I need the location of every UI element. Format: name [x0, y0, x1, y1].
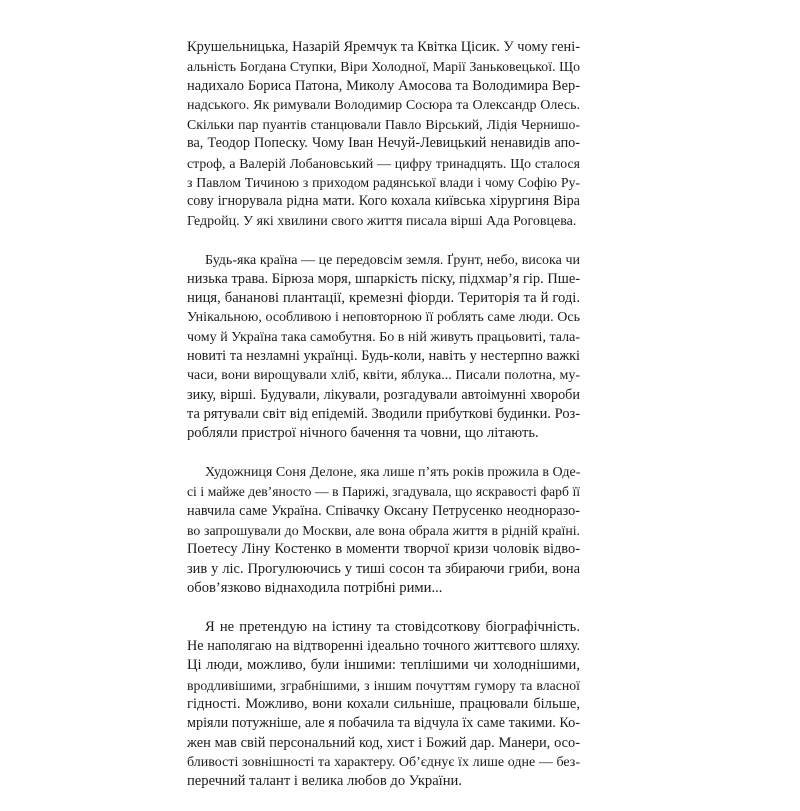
text-line: Художниця Соня Делоне, яка лише п’ять років прожила в Оде- [205, 465, 581, 481]
text-line: чому й Україна така самобутня. Бо в ній живуть працьовиті, тала- [187, 329, 580, 345]
text-line: мріяли потужніше, але я побачила та відчула їх саме такими. Ко- [187, 715, 580, 732]
text-line: з Павлом Тичиною з приходом радянської влади і чому Софію Ру- [187, 175, 580, 191]
text-line: зив у ліс. Прогулюючись у тиші сосон та збираючи гриби, вона [187, 560, 580, 577]
text-line: новиті та незламні українці. Будь-коли, навіть у нестерпно важкі [187, 348, 580, 365]
text-line: надського. Як римували Володимир Сосюра та Олександр Олесь. [187, 97, 580, 113]
text-line: Ці люди, можливо, були іншими: теплішими чи холоднішими, [187, 657, 580, 674]
text-line: Не наполягаю на відтворенні ідеально точного життєвого шляху. [187, 638, 580, 655]
paragraph-2 [187, 251, 580, 444]
text-line: сі і майже дев’яносто — в Парижі, згадувала, що яскравості фарб її [187, 484, 580, 500]
paragraph-1 [187, 38, 580, 231]
text-line: та рятували світ від епідемій. Зводили прибуткові будинки. Роз- [187, 405, 580, 422]
text-line: часи, вони вирощували хліб, квіти, яблука... Писали полотна, му- [187, 368, 580, 384]
text-line: перечний талант і велика любов до України. [187, 773, 463, 790]
text-line: Будь-яка країна — це передовсім земля. Ґрунт, небо, висока чи [205, 252, 580, 268]
text-line: Скільки пар пуантів станцювали Павло Вірський, Лідія Чернишо- [187, 117, 580, 133]
text-line: вродливішими, зграбнішими, з іншим почуттям гумору та власної [187, 677, 580, 693]
body-text [187, 38, 580, 811]
text-line: надихало Бориса Патона, Миколу Амосова та Володимира Вер- [187, 77, 580, 94]
text-line: Поетесу Ліну Костенко в моменти творчої кризи чоловік відво- [187, 541, 580, 558]
text-line: альність Богдана Ступки, Віри Холодної, Марії Заньковецької. Що [187, 59, 580, 75]
text-line: обов’язково віднаходила потрібні рими... [187, 579, 443, 596]
text-line: низька трава. Бірюза моря, шпаркість піску, підхмар’я гір. Пше- [187, 270, 580, 287]
text-line: навчила саме Україна. Співачку Оксану Петрусенко неодноразо- [187, 502, 580, 519]
text-line: робляли пристрої нічного бачення та човни, що літають. [187, 425, 539, 442]
text-line: зику, вірші. Будували, лікували, розгадували автоімунні хвороби [187, 386, 580, 403]
text-line: Унікальною, особливою і неповторною її роблять саме люди. Ось [187, 310, 580, 326]
text-line: сову ігнорувала рідна мати. Кого кохала київська хірургиня Віра [187, 193, 580, 210]
text-line: гідності. Можливо, вони кохали сильніше, працювали більше, [187, 695, 580, 712]
paragraph-4 [187, 618, 580, 792]
text-line: бливості зовнішності та характеру. Об’єднує їх лише одне — без- [187, 754, 580, 770]
text-line: Я не претендую на істину та стовідсоткову біографічність. [205, 618, 580, 635]
text-line: Крушельницька, Назарій Яремчук та Квітка Цісик. У чому гені- [187, 39, 580, 55]
text-line: Гедройц. У які хвилини свого життя писала вірші Ада Роговцева. [187, 213, 577, 229]
paragraph-3 [187, 463, 580, 598]
text-line: ниця, бананові плантації, кремезні фіорди. Територія та й годі. [187, 290, 580, 307]
text-line: ва, Теодор Попеску. Чому Іван Нечуй-Левицький ненавидів апо- [187, 135, 580, 152]
text-line: жен мав свій персональний код, хист і Божий дар. Манери, осо- [187, 734, 580, 751]
text-line: строф, а Валерій Лобановський — цифру тринадцять. Що сталося [187, 155, 580, 171]
text-line: во запрошували до Москви, але вона обрала життя в рідній країні. [187, 523, 580, 539]
